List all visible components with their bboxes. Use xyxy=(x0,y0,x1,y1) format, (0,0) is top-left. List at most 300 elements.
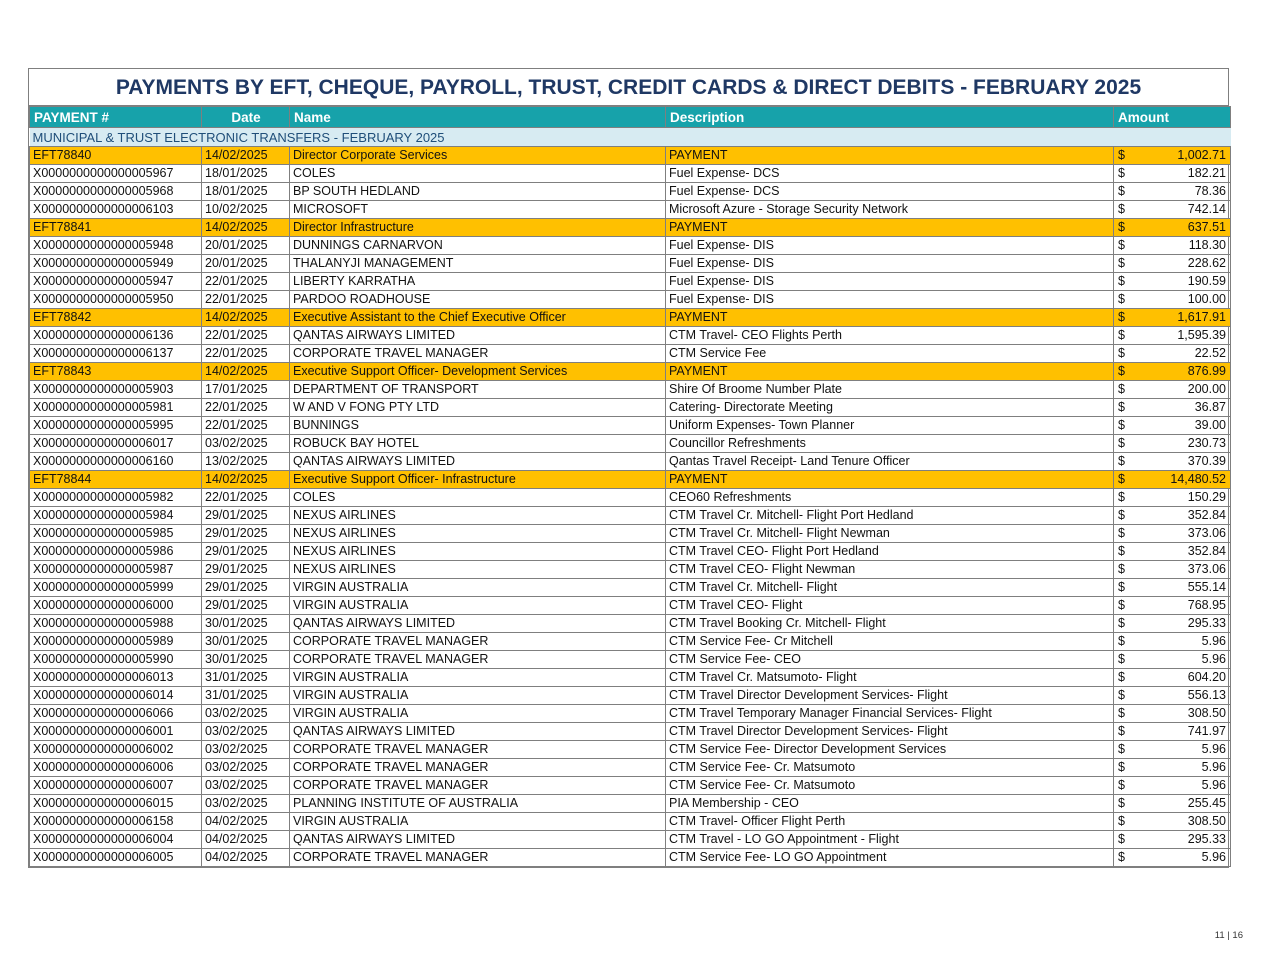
cell-name: NEXUS AIRLINES xyxy=(290,507,666,525)
currency-symbol: $ xyxy=(1118,310,1125,324)
cell-name: CORPORATE TRAVEL MANAGER xyxy=(290,759,666,777)
cell-description: Qantas Travel Receipt- Land Tenure Officer xyxy=(666,453,1114,471)
currency-symbol: $ xyxy=(1118,364,1125,378)
cell-amount xyxy=(1114,777,1231,795)
cell-amount xyxy=(1114,723,1231,741)
currency-symbol: $ xyxy=(1118,832,1125,846)
table-row xyxy=(30,525,1231,543)
cell-payment: X0000000000000006001 xyxy=(30,723,202,741)
cell-amount xyxy=(1114,525,1231,543)
cell-date: 29/01/2025 xyxy=(202,543,290,561)
cell-date: 18/01/2025 xyxy=(202,165,290,183)
cell-description: Councillor Refreshments xyxy=(666,435,1114,453)
cell-amount xyxy=(1114,165,1231,183)
cell-date: 29/01/2025 xyxy=(202,525,290,543)
cell-payment: EFT78842 xyxy=(30,309,202,327)
cell-date: 18/01/2025 xyxy=(202,183,290,201)
cell-amount xyxy=(1114,237,1231,255)
currency-symbol: $ xyxy=(1118,688,1125,702)
table-row xyxy=(30,723,1231,741)
currency-symbol: $ xyxy=(1118,490,1125,504)
cell-name: Director Infrastructure xyxy=(290,219,666,237)
table-row xyxy=(30,291,1231,309)
cell-description: PAYMENT xyxy=(666,471,1114,489)
amount-value: 768.95 xyxy=(1187,598,1226,612)
cell-name: QANTAS AIRWAYS LIMITED xyxy=(290,615,666,633)
cell-name: CORPORATE TRAVEL MANAGER xyxy=(290,849,666,867)
currency-symbol: $ xyxy=(1118,148,1125,162)
cell-name: PARDOO ROADHOUSE xyxy=(290,291,666,309)
cell-name: VIRGIN AUSTRALIA xyxy=(290,669,666,687)
currency-symbol: $ xyxy=(1118,778,1125,792)
cell-name: CORPORATE TRAVEL MANAGER xyxy=(290,777,666,795)
currency-symbol: $ xyxy=(1118,850,1125,864)
cell-payment: X0000000000000005995 xyxy=(30,417,202,435)
cell-description: Catering- Directorate Meeting xyxy=(666,399,1114,417)
cell-description: CTM Travel CEO- Flight Port Hedland xyxy=(666,543,1114,561)
amount-value: 295.33 xyxy=(1187,832,1226,846)
cell-date: 14/02/2025 xyxy=(202,363,290,381)
cell-amount xyxy=(1114,363,1231,381)
cell-amount xyxy=(1114,561,1231,579)
amount-value: 5.96 xyxy=(1201,634,1226,648)
cell-amount xyxy=(1114,327,1231,345)
currency-symbol: $ xyxy=(1118,652,1125,666)
cell-name: MICROSOFT xyxy=(290,201,666,219)
cell-description: CTM Travel Cr. Mitchell- Flight Port Hedland xyxy=(666,507,1114,525)
eft-payment-row xyxy=(30,147,1231,165)
cell-date: 22/01/2025 xyxy=(202,291,290,309)
cell-name: LIBERTY KARRATHA xyxy=(290,273,666,291)
currency-symbol: $ xyxy=(1118,328,1125,342)
cell-description: Fuel Expense- DCS xyxy=(666,165,1114,183)
cell-date: 31/01/2025 xyxy=(202,669,290,687)
cell-payment: X0000000000000005968 xyxy=(30,183,202,201)
currency-symbol: $ xyxy=(1118,760,1125,774)
currency-symbol: $ xyxy=(1118,706,1125,720)
col-name-header: Name xyxy=(290,107,666,128)
cell-date: 13/02/2025 xyxy=(202,453,290,471)
amount-value: 190.59 xyxy=(1187,274,1226,288)
cell-description: CTM Service Fee- Cr. Matsumoto xyxy=(666,777,1114,795)
amount-value: 100.00 xyxy=(1187,292,1226,306)
currency-symbol: $ xyxy=(1118,184,1125,198)
table-row xyxy=(30,831,1231,849)
cell-description: CTM Service Fee- Director Development Services xyxy=(666,741,1114,759)
currency-symbol: $ xyxy=(1118,742,1125,756)
cell-date: 30/01/2025 xyxy=(202,615,290,633)
amount-value: 228.62 xyxy=(1187,256,1226,270)
col-description-header: Description xyxy=(666,107,1114,128)
currency-symbol: $ xyxy=(1118,598,1125,612)
cell-amount xyxy=(1114,543,1231,561)
cell-payment: X0000000000000006158 xyxy=(30,813,202,831)
eft-payment-row xyxy=(30,363,1231,381)
cell-payment: X0000000000000006066 xyxy=(30,705,202,723)
table-row xyxy=(30,183,1231,201)
currency-symbol: $ xyxy=(1118,472,1125,486)
cell-date: 14/02/2025 xyxy=(202,309,290,327)
cell-amount xyxy=(1114,183,1231,201)
table-row xyxy=(30,669,1231,687)
cell-name: NEXUS AIRLINES xyxy=(290,543,666,561)
cell-description: PAYMENT xyxy=(666,147,1114,165)
currency-symbol: $ xyxy=(1118,238,1125,252)
amount-value: 5.96 xyxy=(1201,778,1226,792)
cell-description: CTM Travel- CEO Flights Perth xyxy=(666,327,1114,345)
table-row xyxy=(30,417,1231,435)
cell-amount xyxy=(1114,309,1231,327)
table-row xyxy=(30,633,1231,651)
cell-amount xyxy=(1114,417,1231,435)
currency-symbol: $ xyxy=(1118,400,1125,414)
table-row xyxy=(30,489,1231,507)
currency-symbol: $ xyxy=(1118,526,1125,540)
cell-amount xyxy=(1114,255,1231,273)
cell-payment: X0000000000000005986 xyxy=(30,543,202,561)
cell-date: 22/01/2025 xyxy=(202,273,290,291)
cell-payment: X0000000000000005988 xyxy=(30,615,202,633)
cell-payment: X0000000000000006007 xyxy=(30,777,202,795)
table-row xyxy=(30,201,1231,219)
cell-amount xyxy=(1114,381,1231,399)
currency-symbol: $ xyxy=(1118,580,1125,594)
cell-description: Fuel Expense- DIS xyxy=(666,291,1114,309)
amount-value: 5.96 xyxy=(1201,652,1226,666)
cell-name: VIRGIN AUSTRALIA xyxy=(290,579,666,597)
cell-description: CTM Service Fee- LO GO Appointment xyxy=(666,849,1114,867)
cell-payment: X0000000000000006000 xyxy=(30,597,202,615)
cell-amount xyxy=(1114,633,1231,651)
cell-date: 03/02/2025 xyxy=(202,795,290,813)
cell-payment: X0000000000000005947 xyxy=(30,273,202,291)
cell-name: VIRGIN AUSTRALIA xyxy=(290,813,666,831)
page-number xyxy=(1215,930,1243,941)
currency-symbol: $ xyxy=(1118,508,1125,522)
amount-value: 78.36 xyxy=(1194,184,1226,198)
cell-name: THALANYJI MANAGEMENT xyxy=(290,255,666,273)
cell-date: 29/01/2025 xyxy=(202,507,290,525)
cell-date: 03/02/2025 xyxy=(202,741,290,759)
amount-value: 39.00 xyxy=(1194,418,1226,432)
cell-amount xyxy=(1114,831,1231,849)
table-row xyxy=(30,687,1231,705)
amount-value: 5.96 xyxy=(1201,850,1226,864)
cell-description: CTM Travel Director Development Services- Flight xyxy=(666,687,1114,705)
currency-symbol: $ xyxy=(1118,436,1125,450)
cell-description: CTM Travel CEO- Flight Newman xyxy=(666,561,1114,579)
cell-name: QANTAS AIRWAYS LIMITED xyxy=(290,723,666,741)
page-total: 16 xyxy=(1232,930,1243,941)
cell-name: BUNNINGS xyxy=(290,417,666,435)
cell-name: QANTAS AIRWAYS LIMITED xyxy=(290,831,666,849)
cell-name: DEPARTMENT OF TRANSPORT xyxy=(290,381,666,399)
cell-name: COLES xyxy=(290,489,666,507)
cell-payment: X0000000000000006014 xyxy=(30,687,202,705)
cell-description: CTM Travel CEO- Flight xyxy=(666,597,1114,615)
table-row xyxy=(30,777,1231,795)
cell-description: CEO60 Refreshments xyxy=(666,489,1114,507)
cell-name: VIRGIN AUSTRALIA xyxy=(290,687,666,705)
cell-name: VIRGIN AUSTRALIA xyxy=(290,705,666,723)
cell-amount xyxy=(1114,669,1231,687)
cell-date: 03/02/2025 xyxy=(202,759,290,777)
amount-value: 1,617.91 xyxy=(1177,310,1226,324)
cell-amount xyxy=(1114,453,1231,471)
currency-symbol: $ xyxy=(1118,616,1125,630)
cell-description: CTM Travel Cr. Mitchell- Flight xyxy=(666,579,1114,597)
amount-value: 22.52 xyxy=(1194,346,1226,360)
cell-amount xyxy=(1114,435,1231,453)
cell-payment: EFT78844 xyxy=(30,471,202,489)
cell-date: 20/01/2025 xyxy=(202,237,290,255)
amount-value: 200.00 xyxy=(1187,382,1226,396)
amount-value: 370.39 xyxy=(1187,454,1226,468)
cell-payment: X0000000000000006137 xyxy=(30,345,202,363)
cell-description: CTM Travel Director Development Services- Flight xyxy=(666,723,1114,741)
cell-description: PAYMENT xyxy=(666,363,1114,381)
table-row xyxy=(30,381,1231,399)
cell-name: CORPORATE TRAVEL MANAGER xyxy=(290,741,666,759)
cell-date: 31/01/2025 xyxy=(202,687,290,705)
cell-amount xyxy=(1114,399,1231,417)
table-row xyxy=(30,561,1231,579)
cell-date: 22/01/2025 xyxy=(202,327,290,345)
table-row xyxy=(30,255,1231,273)
cell-amount xyxy=(1114,507,1231,525)
cell-description: CTM Service Fee xyxy=(666,345,1114,363)
cell-date: 14/02/2025 xyxy=(202,219,290,237)
amount-value: 295.33 xyxy=(1187,616,1226,630)
cell-amount xyxy=(1114,615,1231,633)
currency-symbol: $ xyxy=(1118,274,1125,288)
cell-name: COLES xyxy=(290,165,666,183)
cell-name: NEXUS AIRLINES xyxy=(290,561,666,579)
table-row xyxy=(30,507,1231,525)
cell-date: 03/02/2025 xyxy=(202,777,290,795)
currency-symbol: $ xyxy=(1118,382,1125,396)
cell-date: 17/01/2025 xyxy=(202,381,290,399)
cell-name: QANTAS AIRWAYS LIMITED xyxy=(290,327,666,345)
cell-description: CTM Service Fee- Cr Mitchell xyxy=(666,633,1114,651)
cell-payment: X0000000000000005985 xyxy=(30,525,202,543)
cell-payment: X0000000000000005990 xyxy=(30,651,202,669)
currency-symbol: $ xyxy=(1118,634,1125,648)
cell-name: Executive Assistant to the Chief Executive Officer xyxy=(290,309,666,327)
cell-amount xyxy=(1114,705,1231,723)
currency-symbol: $ xyxy=(1118,292,1125,306)
currency-symbol: $ xyxy=(1118,796,1125,810)
cell-name: Executive Support Officer- Infrastructure xyxy=(290,471,666,489)
table-row xyxy=(30,165,1231,183)
cell-date: 22/01/2025 xyxy=(202,417,290,435)
table-row xyxy=(30,543,1231,561)
cell-description: CTM Travel Booking Cr. Mitchell- Flight xyxy=(666,615,1114,633)
cell-description: PIA Membership - CEO xyxy=(666,795,1114,813)
cell-description: CTM Travel Cr. Matsumoto- Flight xyxy=(666,669,1114,687)
cell-description: PAYMENT xyxy=(666,219,1114,237)
cell-date: 03/02/2025 xyxy=(202,435,290,453)
cell-description: CTM Travel- Officer Flight Perth xyxy=(666,813,1114,831)
cell-name: CORPORATE TRAVEL MANAGER xyxy=(290,633,666,651)
table-row xyxy=(30,345,1231,363)
page-separator: | xyxy=(1227,930,1230,941)
table-row xyxy=(30,615,1231,633)
amount-value: 373.06 xyxy=(1187,562,1226,576)
currency-symbol: $ xyxy=(1118,544,1125,558)
cell-name: Executive Support Officer- Development Services xyxy=(290,363,666,381)
payments-table xyxy=(29,106,1231,867)
cell-date: 04/02/2025 xyxy=(202,813,290,831)
cell-date: 14/02/2025 xyxy=(202,147,290,165)
cell-description: Microsoft Azure - Storage Security Network xyxy=(666,201,1114,219)
page-title: PAYMENTS BY EFT, CHEQUE, PAYROLL, TRUST, CREDIT CARDS & DIRECT DEBITS - FEBRUARY 2025 xyxy=(29,69,1228,106)
table-row xyxy=(30,759,1231,777)
amount-value: 352.84 xyxy=(1187,508,1226,522)
amount-value: 637.51 xyxy=(1187,220,1226,234)
cell-amount xyxy=(1114,345,1231,363)
cell-payment: X0000000000000006103 xyxy=(30,201,202,219)
cell-name: VIRGIN AUSTRALIA xyxy=(290,597,666,615)
col-amount-header: Amount xyxy=(1114,107,1231,128)
cell-description: CTM Service Fee- CEO xyxy=(666,651,1114,669)
table-row xyxy=(30,453,1231,471)
eft-payment-row xyxy=(30,309,1231,327)
table-row xyxy=(30,399,1231,417)
table-row xyxy=(30,795,1231,813)
cell-description: CTM Travel - LO GO Appointment - Flight xyxy=(666,831,1114,849)
amount-value: 604.20 xyxy=(1187,670,1226,684)
table-row xyxy=(30,705,1231,723)
table-row xyxy=(30,741,1231,759)
amount-value: 36.87 xyxy=(1194,400,1226,414)
cell-name: W AND V FONG PTY LTD xyxy=(290,399,666,417)
cell-date: 03/02/2025 xyxy=(202,723,290,741)
amount-value: 255.45 xyxy=(1187,796,1226,810)
cell-date: 30/01/2025 xyxy=(202,633,290,651)
cell-amount xyxy=(1114,579,1231,597)
cell-name: CORPORATE TRAVEL MANAGER xyxy=(290,345,666,363)
cell-payment: X0000000000000005981 xyxy=(30,399,202,417)
cell-amount xyxy=(1114,471,1231,489)
cell-payment: X0000000000000005950 xyxy=(30,291,202,309)
cell-payment: X0000000000000005982 xyxy=(30,489,202,507)
amount-value: 308.50 xyxy=(1187,706,1226,720)
amount-value: 182.21 xyxy=(1187,166,1226,180)
cell-name: NEXUS AIRLINES xyxy=(290,525,666,543)
cell-amount xyxy=(1114,759,1231,777)
eft-payment-row xyxy=(30,219,1231,237)
cell-payment: EFT78841 xyxy=(30,219,202,237)
col-payment-header: PAYMENT # xyxy=(30,107,202,128)
payments-sheet xyxy=(28,68,1229,868)
cell-date: 20/01/2025 xyxy=(202,255,290,273)
table-header-row xyxy=(30,107,1231,128)
amount-value: 352.84 xyxy=(1187,544,1226,558)
cell-description: Fuel Expense- DIS xyxy=(666,255,1114,273)
page-current: 11 xyxy=(1214,930,1225,941)
amount-value: 742.14 xyxy=(1187,202,1226,216)
amount-value: 5.96 xyxy=(1201,742,1226,756)
amount-value: 308.50 xyxy=(1187,814,1226,828)
cell-date: 22/01/2025 xyxy=(202,399,290,417)
cell-payment: X0000000000000005967 xyxy=(30,165,202,183)
cell-date: 29/01/2025 xyxy=(202,597,290,615)
table-row xyxy=(30,813,1231,831)
cell-payment: X0000000000000005999 xyxy=(30,579,202,597)
currency-symbol: $ xyxy=(1118,256,1125,270)
cell-payment: EFT78843 xyxy=(30,363,202,381)
cell-name: CORPORATE TRAVEL MANAGER xyxy=(290,651,666,669)
cell-description: PAYMENT xyxy=(666,309,1114,327)
cell-payment: X0000000000000006017 xyxy=(30,435,202,453)
cell-payment: X0000000000000006015 xyxy=(30,795,202,813)
cell-name: DUNNINGS CARNARVON xyxy=(290,237,666,255)
cell-payment: X0000000000000006136 xyxy=(30,327,202,345)
table-row xyxy=(30,597,1231,615)
col-date-header: Date xyxy=(202,107,290,128)
cell-payment: X0000000000000005949 xyxy=(30,255,202,273)
cell-amount xyxy=(1114,849,1231,867)
table-row xyxy=(30,327,1231,345)
cell-description: CTM Travel Cr. Mitchell- Flight Newman xyxy=(666,525,1114,543)
cell-amount xyxy=(1114,597,1231,615)
amount-value: 556.13 xyxy=(1187,688,1226,702)
amount-value: 1,595.39 xyxy=(1177,328,1226,342)
cell-amount xyxy=(1114,795,1231,813)
cell-date: 14/02/2025 xyxy=(202,471,290,489)
currency-symbol: $ xyxy=(1118,346,1125,360)
cell-name: ROBUCK BAY HOTEL xyxy=(290,435,666,453)
cell-name: Director Corporate Services xyxy=(290,147,666,165)
cell-payment: EFT78840 xyxy=(30,147,202,165)
cell-description: Fuel Expense- DCS xyxy=(666,183,1114,201)
amount-value: 1,002.71 xyxy=(1177,148,1226,162)
table-row xyxy=(30,651,1231,669)
cell-date: 30/01/2025 xyxy=(202,651,290,669)
cell-payment: X0000000000000006004 xyxy=(30,831,202,849)
currency-symbol: $ xyxy=(1118,166,1125,180)
cell-date: 22/01/2025 xyxy=(202,345,290,363)
cell-payment: X0000000000000006002 xyxy=(30,741,202,759)
cell-date: 29/01/2025 xyxy=(202,561,290,579)
cell-description: Shire Of Broome Number Plate xyxy=(666,381,1114,399)
amount-value: 118.30 xyxy=(1188,238,1226,252)
amount-value: 741.97 xyxy=(1187,724,1226,738)
cell-payment: X0000000000000005948 xyxy=(30,237,202,255)
currency-symbol: $ xyxy=(1118,418,1125,432)
cell-amount xyxy=(1114,489,1231,507)
cell-description: CTM Service Fee- Cr. Matsumoto xyxy=(666,759,1114,777)
cell-payment: X0000000000000006005 xyxy=(30,849,202,867)
currency-symbol: $ xyxy=(1118,562,1125,576)
table-row xyxy=(30,579,1231,597)
cell-name: QANTAS AIRWAYS LIMITED xyxy=(290,453,666,471)
cell-payment: X0000000000000006160 xyxy=(30,453,202,471)
cell-description: Fuel Expense- DIS xyxy=(666,237,1114,255)
table-row xyxy=(30,237,1231,255)
table-row xyxy=(30,435,1231,453)
cell-date: 04/02/2025 xyxy=(202,831,290,849)
cell-description: Uniform Expenses- Town Planner xyxy=(666,417,1114,435)
cell-description: Fuel Expense- DIS xyxy=(666,273,1114,291)
currency-symbol: $ xyxy=(1118,454,1125,468)
amount-value: 150.29 xyxy=(1187,490,1226,504)
amount-value: 5.96 xyxy=(1201,760,1226,774)
cell-date: 10/02/2025 xyxy=(202,201,290,219)
cell-payment: X0000000000000006006 xyxy=(30,759,202,777)
cell-payment: X0000000000000005903 xyxy=(30,381,202,399)
